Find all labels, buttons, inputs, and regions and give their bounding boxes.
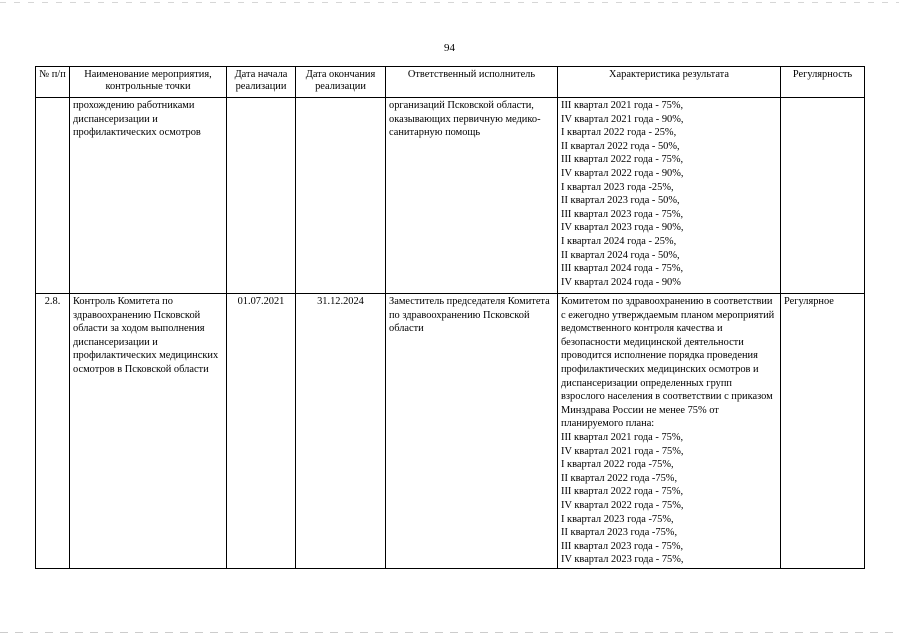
result-line: II квартал 2024 года - 50%, (561, 249, 680, 261)
cell-end-date: 31.12.2024 (296, 294, 386, 569)
result-line: IV квартал 2024 года - 90% (561, 276, 681, 288)
result-line: IV квартал 2023 года - 75%, (561, 554, 684, 566)
result-line: IV квартал 2021 года - 90%, (561, 113, 684, 125)
plan-table (35, 66, 865, 569)
cell-end-date (296, 98, 386, 294)
table-header-row (36, 67, 865, 98)
scan-artifact-top (0, 2, 899, 3)
result-line: I квартал 2022 года -75%, (561, 459, 674, 471)
cell-name: прохождению работниками диспансеризации и профилактических осмотров (70, 98, 227, 294)
header-regularity: Регулярность (781, 67, 865, 98)
result-line: IV квартал 2023 года - 90%, (561, 222, 684, 234)
result-line: II квартал 2023 года - 50%, (561, 195, 680, 207)
result-line: I квартал 2023 года -75%, (561, 513, 674, 525)
cell-result (558, 294, 781, 569)
result-line: III квартал 2021 года - 75%, (561, 431, 684, 443)
header-end-date: Дата окончания реализации (296, 67, 386, 98)
cell-result (558, 98, 781, 294)
result-line: III квартал 2023 года - 75%, (561, 208, 684, 220)
table-row (36, 98, 865, 294)
result-line: III квартал 2022 года - 75%, (561, 154, 684, 166)
result-line: IV квартал 2021 года - 75%, (561, 445, 684, 457)
cell-regularity (781, 98, 865, 294)
result-line: IV квартал 2022 года - 75%, (561, 499, 684, 511)
page-number: 94 (444, 42, 455, 54)
result-line: I квартал 2023 года -25%, (561, 181, 674, 193)
table-row (36, 294, 865, 569)
result-line: II квартал 2022 года -75%, (561, 472, 678, 484)
cell-num: 2.8. (36, 294, 70, 569)
result-line: IV квартал 2022 года - 90%, (561, 167, 684, 179)
result-line: II квартал 2022 года - 50%, (561, 140, 680, 152)
header-num: № п/п (36, 67, 70, 98)
header-start-date: Дата начала реализации (227, 67, 296, 98)
cell-num (36, 98, 70, 294)
cell-responsible: Заместитель председателя Комитета по здравоохранению Псковской области (386, 294, 558, 569)
header-result: Характеристика результата (558, 67, 781, 98)
result-line: II квартал 2023 года -75%, (561, 527, 678, 539)
result-line: III квартал 2022 года - 75%, (561, 486, 684, 498)
cell-start-date (227, 98, 296, 294)
result-line: III квартал 2023 года - 75%, (561, 540, 684, 552)
cell-responsible: организаций Псковской области, оказывающих первичную медико-санитарную помощь (386, 98, 558, 294)
cell-regularity: Регулярное (781, 294, 865, 569)
result-line: I квартал 2022 года - 25%, (561, 127, 677, 139)
header-responsible: Ответственный исполнитель (386, 67, 558, 98)
header-name: Наименование мероприятия, контрольные точки (70, 67, 227, 98)
result-line: I квартал 2024 года - 25%, (561, 235, 677, 247)
cell-start-date: 01.07.2021 (227, 294, 296, 569)
result-description: Комитетом по здравоохранению в соответствии с ежегодно утверждаемым планом мероприятий ведомственного контроля качества и безопасности медицинской деятельности проводится исполнение порядка проведения профилактических медицинских осмотров и диспансеризации определенных групп взрослого населения в соответствии с приказом Минздрава России не менее 75% от планируемого плана: (561, 296, 775, 430)
result-line: III квартал 2024 года - 75%, (561, 263, 684, 275)
scan-artifact-bottom (0, 632, 899, 633)
result-line: III квартал 2021 года - 75%, (561, 100, 684, 111)
cell-name: Контроль Комитета по здравоохранению Псковской области за ходом выполнения диспансеризации и профилактических медицинских осмотров в Псковской области (70, 294, 227, 569)
